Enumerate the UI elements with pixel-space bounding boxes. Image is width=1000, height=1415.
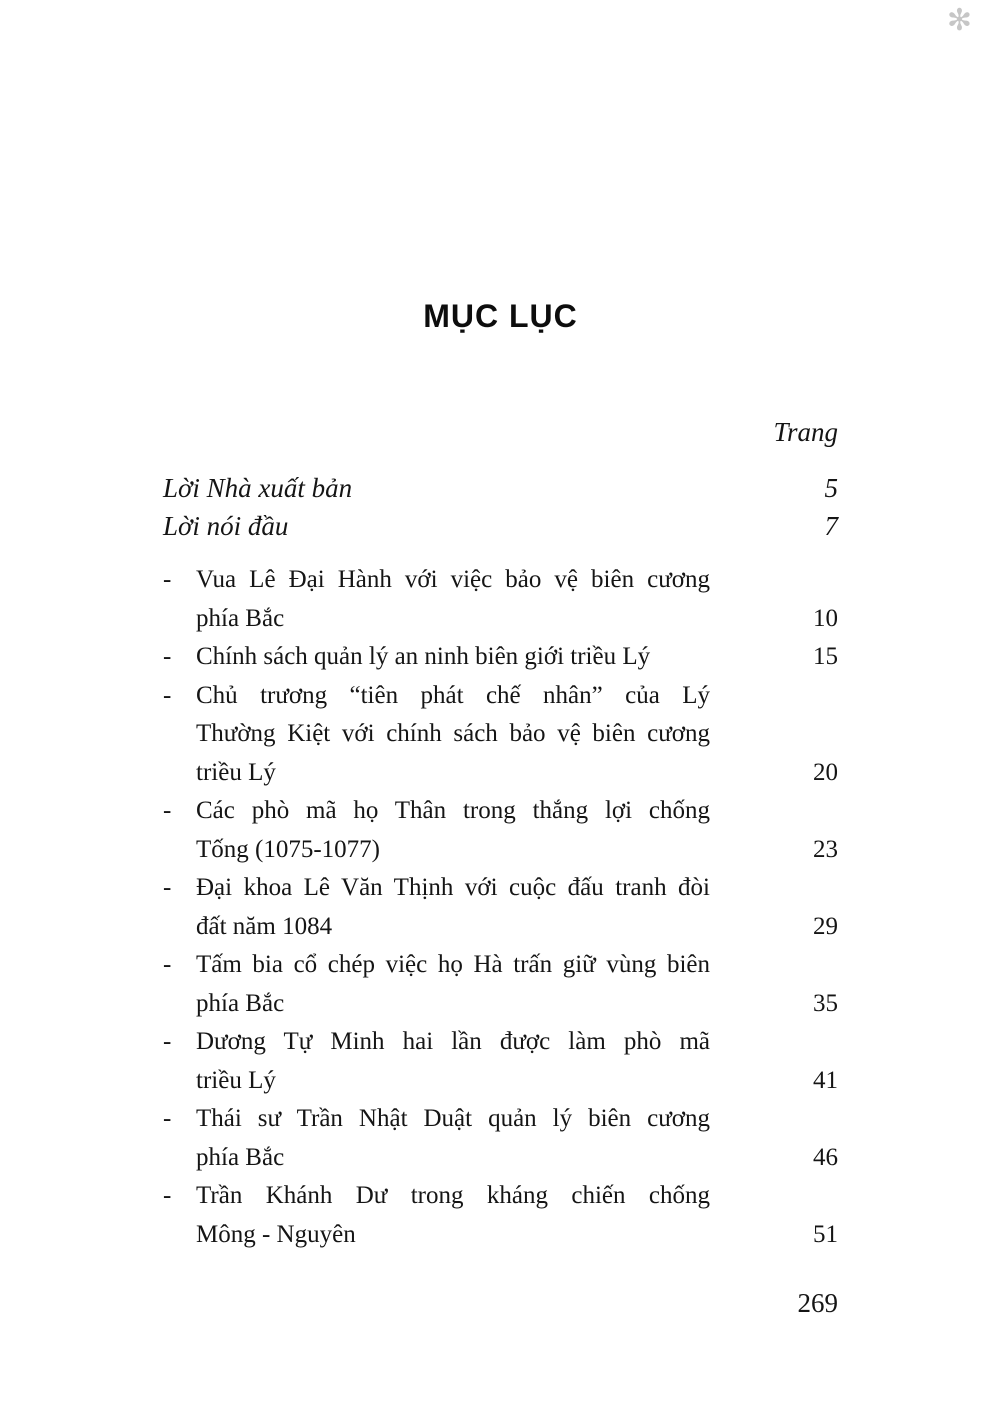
toc-entry: [163, 677, 838, 793]
toc-last-line: [196, 1216, 838, 1255]
toc-line: Trần Khánh Dư trong kháng chiến chống: [196, 1182, 710, 1209]
front-matter-label: Lời Nhà xuất bản: [163, 473, 353, 503]
page-number: 15: [813, 643, 838, 670]
entry-body: [196, 561, 838, 638]
toc-last-line: [196, 908, 838, 947]
page-column-header: Trang: [773, 417, 838, 447]
page-number: 29: [813, 912, 838, 940]
page-number: 23: [813, 835, 838, 863]
toc-entry: [163, 561, 838, 638]
entry-body: [196, 792, 838, 869]
toc-last-line: [196, 1139, 838, 1178]
toc-entry: [163, 1100, 838, 1177]
entry-body: [196, 638, 838, 677]
page-number: 41: [813, 1066, 838, 1094]
entry-body: [196, 869, 838, 946]
toc-line: Tống (1075-1077): [196, 835, 380, 863]
toc-entries: [163, 561, 838, 1254]
footer-page-number: 269: [797, 1288, 838, 1318]
entry-dash: -: [163, 1028, 172, 1055]
toc-line: đất năm 1084: [196, 912, 333, 940]
toc-last-line: [196, 754, 838, 793]
entry-body: [196, 1177, 838, 1254]
toc-line: Vua Lê Đại Hành với việc bảo vệ biên cương: [196, 566, 710, 593]
toc-line: Các phò mã họ Thân trong thắng lợi chống: [196, 797, 710, 824]
toc-line: Đại khoa Lê Văn Thịnh với cuộc đấu tranh đòi: [196, 874, 710, 901]
entry-body: [196, 1100, 838, 1177]
toc-entry: [163, 946, 838, 1023]
page-number: 46: [813, 1143, 838, 1171]
toc-line: Thường Kiệt với chính sách bảo vệ biên cương: [196, 720, 710, 747]
toc-line: phía Bắc: [196, 604, 285, 632]
toc-last-line: [196, 831, 838, 870]
toc-line: triều Lý: [196, 1066, 276, 1094]
toc-line: Dương Tự Minh hai lần được làm phò mã: [196, 1028, 710, 1055]
entry-dash: -: [163, 681, 172, 709]
page-number: 7: [824, 511, 838, 541]
entry-body: [196, 946, 838, 1023]
toc-last-line: [196, 638, 838, 677]
page-number: 20: [813, 758, 838, 786]
toc-line: phía Bắc: [196, 989, 285, 1017]
toc-line: Tấm bia cổ chép việc họ Hà trấn giữ vùng biên: [196, 951, 710, 978]
entry-dash: -: [163, 1182, 172, 1209]
toc-last-line: [196, 600, 838, 639]
toc-entry: [163, 869, 838, 946]
entry-dash: -: [163, 797, 172, 824]
page-number: 51: [813, 1220, 838, 1248]
flower-ornament-icon: ✻: [946, 4, 972, 37]
entry-dash: -: [163, 643, 172, 670]
front-matter: [163, 469, 838, 545]
front-matter-label: Lời nói đầu: [163, 511, 289, 541]
toc-line: triều Lý: [196, 758, 276, 786]
toc-entry: [163, 1023, 838, 1100]
toc-content: [163, 0, 838, 1254]
page-title: MỤC LỤC: [423, 298, 578, 334]
toc-line: Thái sư Trần Nhật Duật quản lý biên cương: [196, 1105, 710, 1132]
toc-line: phía Bắc: [196, 1143, 285, 1171]
toc-entry: [163, 792, 838, 869]
entry-dash: -: [163, 566, 172, 593]
entry-dash: -: [163, 951, 172, 978]
page-number: 35: [813, 989, 838, 1017]
front-matter-row: [163, 469, 838, 507]
toc-line: Mông - Nguyên: [196, 1220, 356, 1248]
toc-entry: [163, 1177, 838, 1254]
toc-entry: [163, 638, 838, 677]
entry-body: [196, 1023, 838, 1100]
front-matter-row: [163, 507, 838, 545]
toc-line: Chủ trương “tiên phát chế nhân” của Lý: [196, 681, 710, 709]
toc-line: Chính sách quản lý an ninh biên giới triều Lý: [196, 643, 651, 670]
entry-body: [196, 677, 838, 793]
page-number: 5: [824, 473, 838, 503]
toc-last-line: [196, 985, 838, 1024]
page-number: 10: [813, 604, 838, 632]
entry-dash: -: [163, 1105, 172, 1132]
toc-last-line: [196, 1062, 838, 1101]
entry-dash: -: [163, 874, 172, 901]
